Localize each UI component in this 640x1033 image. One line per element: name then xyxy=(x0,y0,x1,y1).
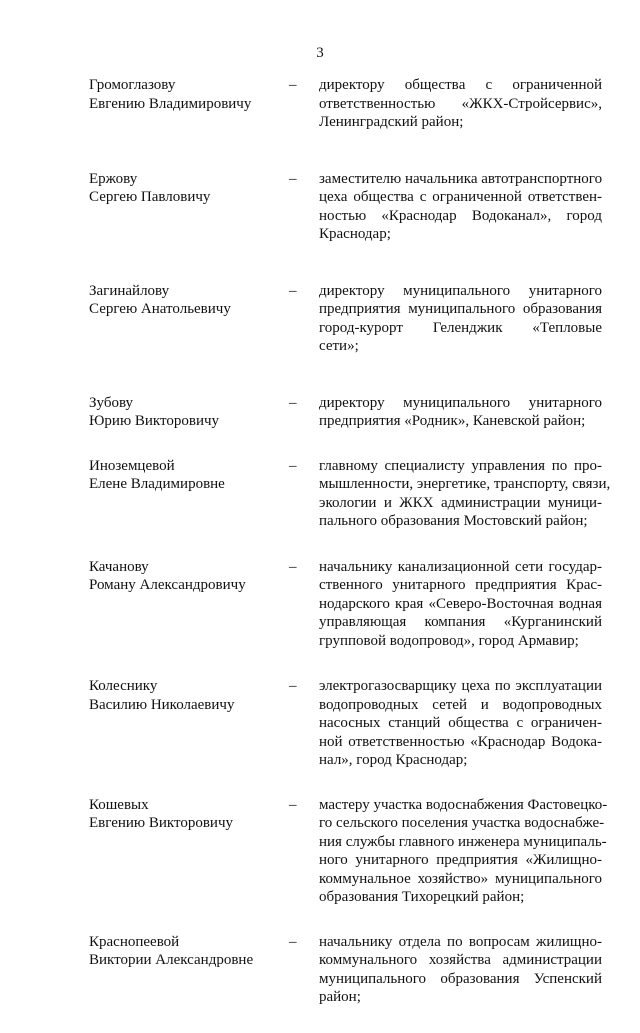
person-given-names: Юрию Викторовичу xyxy=(89,413,220,429)
description-line: ответственностью «ЖКХ-Стройсервис», xyxy=(319,95,602,112)
list-item xyxy=(0,76,640,132)
position-description xyxy=(319,558,602,651)
person-given-names: Елене Владимировне xyxy=(89,476,225,492)
dash-separator: – xyxy=(289,678,297,694)
description-line: заместителю начальника автотранспортного xyxy=(319,170,603,187)
description-line: ной ответственностью «Краснодар Водока- xyxy=(319,733,602,750)
person-surname: Ержову xyxy=(89,170,138,187)
position-description xyxy=(319,796,608,907)
person-surname: Колеснику xyxy=(89,678,158,694)
person-given-names: Евгению Владимировичу xyxy=(89,95,252,112)
dash-separator: – xyxy=(289,282,297,299)
person-name xyxy=(89,796,279,833)
description-line: мастеру участка водоснабжения Фастовецко- xyxy=(319,796,608,813)
dash-separator: – xyxy=(289,77,297,93)
person-surname: Краснопеевой xyxy=(89,933,180,950)
person-given-names: Сергею Анатольевичу xyxy=(89,301,231,317)
description-line: ного унитарного предприятия «Жилищно- xyxy=(319,852,602,868)
description-line: ностью «Краснодар Водоканал», город xyxy=(319,207,602,224)
description-line: мышленности, энергетике, транспорту, связи, xyxy=(319,476,611,492)
description-line: нодарского края «Северо-Восточная водная xyxy=(319,595,602,612)
position-description xyxy=(319,170,602,244)
dash-separator: – xyxy=(289,457,297,474)
list-item xyxy=(0,394,640,431)
person-given-names: Роману Александровичу xyxy=(89,577,246,593)
person-surname: Загинайлову xyxy=(89,282,170,299)
description-line: муниципального образования Успенский xyxy=(319,970,602,987)
person-name xyxy=(89,282,279,319)
description-line: Краснодар; xyxy=(319,226,391,242)
person-name xyxy=(89,457,279,494)
description-line: Ленинградский район; xyxy=(319,114,464,130)
description-line: электрогазосварщику цеха по эксплуатации xyxy=(319,678,602,694)
list-item xyxy=(0,282,640,356)
position-description xyxy=(319,677,602,770)
person-given-names: Виктории Александровне xyxy=(89,952,254,968)
dash-separator: – xyxy=(289,170,297,187)
description-line: коммунальное хозяйство» муниципального xyxy=(319,870,602,887)
person-name xyxy=(89,677,279,714)
description-line: район; xyxy=(319,989,361,1005)
person-surname: Качанову xyxy=(89,558,149,575)
description-line: ния службы главного инженера муниципаль- xyxy=(319,833,607,850)
position-description xyxy=(319,457,611,531)
description-line: управляющая компания «Курганинский xyxy=(319,614,602,630)
description-line: начальнику отдела по вопросам жилищно- xyxy=(319,933,602,950)
list-item xyxy=(0,933,640,1007)
position-description xyxy=(319,76,602,132)
description-line: групповой водопровод», город Армавир; xyxy=(319,632,579,649)
position-description xyxy=(319,282,602,356)
description-line: директору обществa с ограниченной xyxy=(319,77,602,93)
person-name xyxy=(89,933,279,970)
person-surname: Зубову xyxy=(89,394,134,411)
person-given-names: Сергею Павловичу xyxy=(89,189,211,205)
person-given-names: Евгению Викторовичу xyxy=(89,815,234,831)
list-item xyxy=(0,558,640,651)
person-name xyxy=(89,76,279,113)
description-line: го сельского поселения участка водоснабже- xyxy=(319,815,605,831)
description-line: предприятия «Родник», Каневской район; xyxy=(319,413,586,429)
page-number: 3 xyxy=(316,45,324,61)
position-description xyxy=(319,394,602,431)
list-item xyxy=(0,170,640,244)
description-line: экологии и ЖКХ администрации муници- xyxy=(319,494,602,511)
person-name xyxy=(89,394,279,431)
person-surname: Громоглазову xyxy=(89,77,176,93)
description-line: город-курорт Геленджик «Тепловые xyxy=(319,319,602,336)
description-line: сети»; xyxy=(319,338,359,354)
description-line: директору муниципального унитарного xyxy=(319,282,602,299)
description-line: директору муниципального унитарного xyxy=(319,394,602,411)
dash-separator: – xyxy=(289,558,297,575)
description-line: коммунального хозяйства администрации xyxy=(319,952,602,968)
description-line: нал», город Краснодар; xyxy=(319,752,468,768)
description-line: главному специалисту управления по про- xyxy=(319,457,602,474)
description-line: образования Тихорецкий район; xyxy=(319,889,525,905)
person-surname: Иноземцевой xyxy=(89,457,175,474)
description-line: начальнику канализационной сети государ- xyxy=(319,558,602,575)
list-item xyxy=(0,796,640,907)
description-line: цеха общества с ограниченной ответствен- xyxy=(319,189,602,205)
description-line: насосных станций общества с ограничен- xyxy=(319,715,602,731)
person-name xyxy=(89,170,279,207)
dash-separator: – xyxy=(289,796,297,813)
description-line: ственного унитарного предприятия Крас- xyxy=(319,577,602,593)
description-line: пального образования Мостовский район; xyxy=(319,513,588,529)
list-item xyxy=(0,677,640,770)
list-item xyxy=(0,457,640,531)
description-line: предприятия муниципального образования xyxy=(319,301,602,317)
dash-separator: – xyxy=(289,933,297,950)
position-description xyxy=(319,933,602,1007)
description-line: водопроводных сетей и водопроводных xyxy=(319,696,602,713)
person-surname: Кошевых xyxy=(89,796,149,813)
person-name xyxy=(89,558,279,595)
person-given-names: Василию Николаевичу xyxy=(89,696,235,713)
award-list xyxy=(0,76,640,1033)
dash-separator: – xyxy=(289,394,297,411)
